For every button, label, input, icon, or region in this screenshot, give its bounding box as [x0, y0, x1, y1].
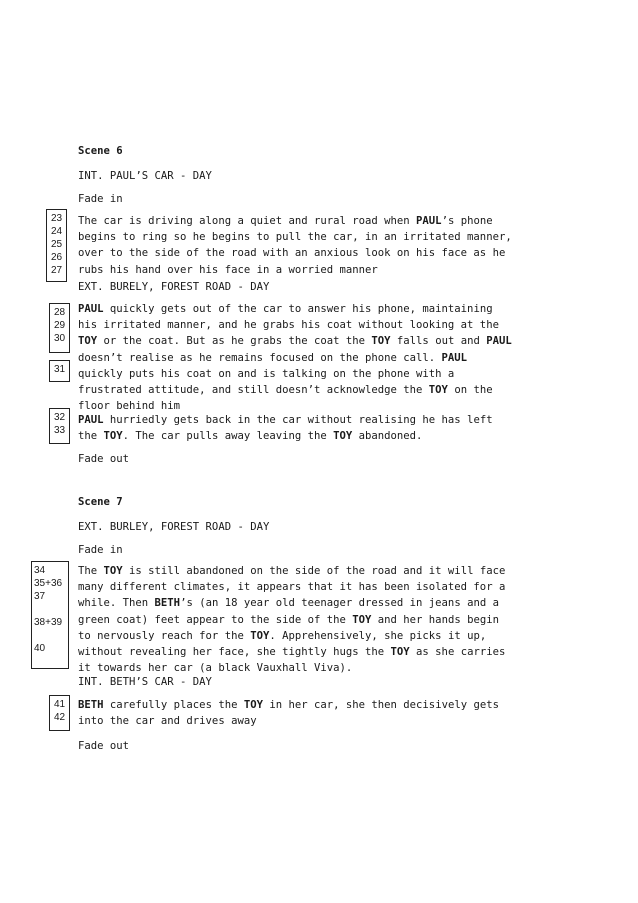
shot-number-box: 41 42 [49, 695, 70, 731]
action-text: begins to ring so he begins to pull the car, in an irritated manner, [78, 231, 512, 244]
action-text: The car is driving along a quiet and rural road when [78, 215, 417, 227]
emphasized-name: TOY [250, 629, 270, 642]
action-text: many different climates, it appears that it has been isolated for a [78, 581, 506, 594]
action-text: rubs his hand over his face in a worried manner [78, 263, 378, 276]
action-text: as she carries [409, 646, 506, 658]
action-text: is still abandoned on the side of the road and it will face [122, 565, 506, 577]
action-text: frustrated attitude, and still doesn’t acknowledge the [78, 384, 429, 396]
action-text: doesn’t realise as he remains focused on the phone call. [78, 351, 442, 364]
action-text: and her hands begin [371, 613, 499, 626]
action-line [78, 595, 499, 611]
action-text: . The car pulls away leaving the [122, 430, 334, 443]
emphasized-name: PAUL [486, 335, 512, 348]
action-line [78, 350, 467, 366]
action-text: hurriedly gets back in the car without realising he has left [103, 414, 493, 426]
emphasized-name: TOY [352, 613, 372, 626]
action-text: quickly gets out of the car to answer his phone, maintaining [103, 303, 493, 315]
scene-6-heading: Scene 6 [78, 145, 123, 157]
action-line [78, 229, 512, 245]
action-text: in her car, she then decisively gets [262, 699, 499, 711]
action-text: The [78, 565, 104, 577]
emphasized-name: TOY [390, 646, 410, 658]
action-line [78, 366, 454, 382]
action-line [78, 612, 499, 628]
scene-7-slugline-car: INT. BETH’S CAR - DAY [78, 676, 212, 688]
action-line [78, 382, 493, 398]
emphasized-name: PAUL [416, 215, 442, 227]
action-text: quickly puts his coat on and is talking on the phone with a [78, 367, 455, 380]
emphasized-name: TOY [78, 335, 98, 348]
scene-6-fade-in: Fade in [78, 193, 123, 205]
emphasized-name: PAUL [441, 351, 468, 364]
action-line [78, 317, 499, 333]
emphasized-name: TOY [428, 384, 448, 396]
action-text: to nervously reach for the [78, 629, 251, 642]
shot-number-box: 32 33 [49, 408, 70, 444]
action-line [78, 428, 422, 444]
emphasized-name: BETH [154, 597, 181, 610]
action-text: ’s phone [441, 215, 493, 227]
emphasized-name: TOY [333, 430, 353, 443]
action-line [78, 262, 378, 278]
scene-7-fade-out: Fade out [78, 740, 130, 752]
action-text: his irritated manner, and he grabs his coat without looking at the [78, 319, 499, 332]
emphasized-name: TOY [103, 565, 123, 577]
emphasized-name: TOY [371, 335, 391, 348]
action-text: floor behind him [78, 400, 181, 413]
action-text: . Apprehensively, she picks it up, [269, 629, 487, 642]
action-line [78, 412, 493, 428]
emphasized-name: PAUL [78, 414, 104, 426]
action-text: it towards her car (a black Vauxhall Viva). [78, 662, 353, 675]
scene-7-slugline-forest: EXT. BURLEY, FOREST ROAD - DAY [78, 521, 270, 533]
action-text: ’s (an 18 year old teenager dressed in jeans and a [180, 597, 499, 610]
action-text: while. Then [78, 597, 155, 610]
action-line [78, 697, 499, 713]
shot-number-box: 23 24 25 26 27 [46, 209, 67, 282]
action-line [78, 628, 486, 644]
scene-7-fade-in: Fade in [78, 544, 123, 556]
action-line [78, 245, 505, 261]
emphasized-name: PAUL [78, 303, 104, 315]
action-text: into the car and drives away [78, 715, 257, 728]
shot-number-box: 28 29 30 [49, 303, 70, 353]
action-line [78, 563, 505, 579]
action-line [78, 713, 257, 729]
shot-number-box: 31 [49, 360, 70, 382]
emphasized-name: TOY [103, 430, 123, 443]
emphasized-name: BETH [78, 699, 104, 711]
scene-6-slugline-car: INT. PAUL’S CAR - DAY [78, 170, 212, 182]
shot-number-box: 34 35+36 37 38+39 40 [31, 561, 69, 669]
action-text: falls out and [390, 335, 487, 348]
action-text: on the [447, 384, 493, 396]
action-line [78, 301, 493, 317]
action-text: without revealing her face, she tightly hugs the [78, 646, 391, 658]
scene-7-heading: Scene 7 [78, 496, 123, 508]
action-text: over to the side of the road with an anxious look on his face as he [78, 247, 506, 260]
action-text: abandoned. [352, 430, 423, 443]
action-line [78, 333, 512, 349]
action-text: the [78, 430, 104, 443]
scene-6-fade-out: Fade out [78, 453, 130, 465]
action-text: green coat) feet appear to the side of the [78, 613, 353, 626]
scene-6-slugline-forest: EXT. BURELY, FOREST ROAD - DAY [78, 281, 270, 293]
action-line [78, 213, 493, 229]
action-text: or the coat. But as he grabs the coat the [97, 335, 372, 348]
action-line [78, 644, 505, 660]
action-text: carefully places the [103, 699, 244, 711]
action-line [78, 579, 505, 595]
emphasized-name: TOY [243, 699, 263, 711]
